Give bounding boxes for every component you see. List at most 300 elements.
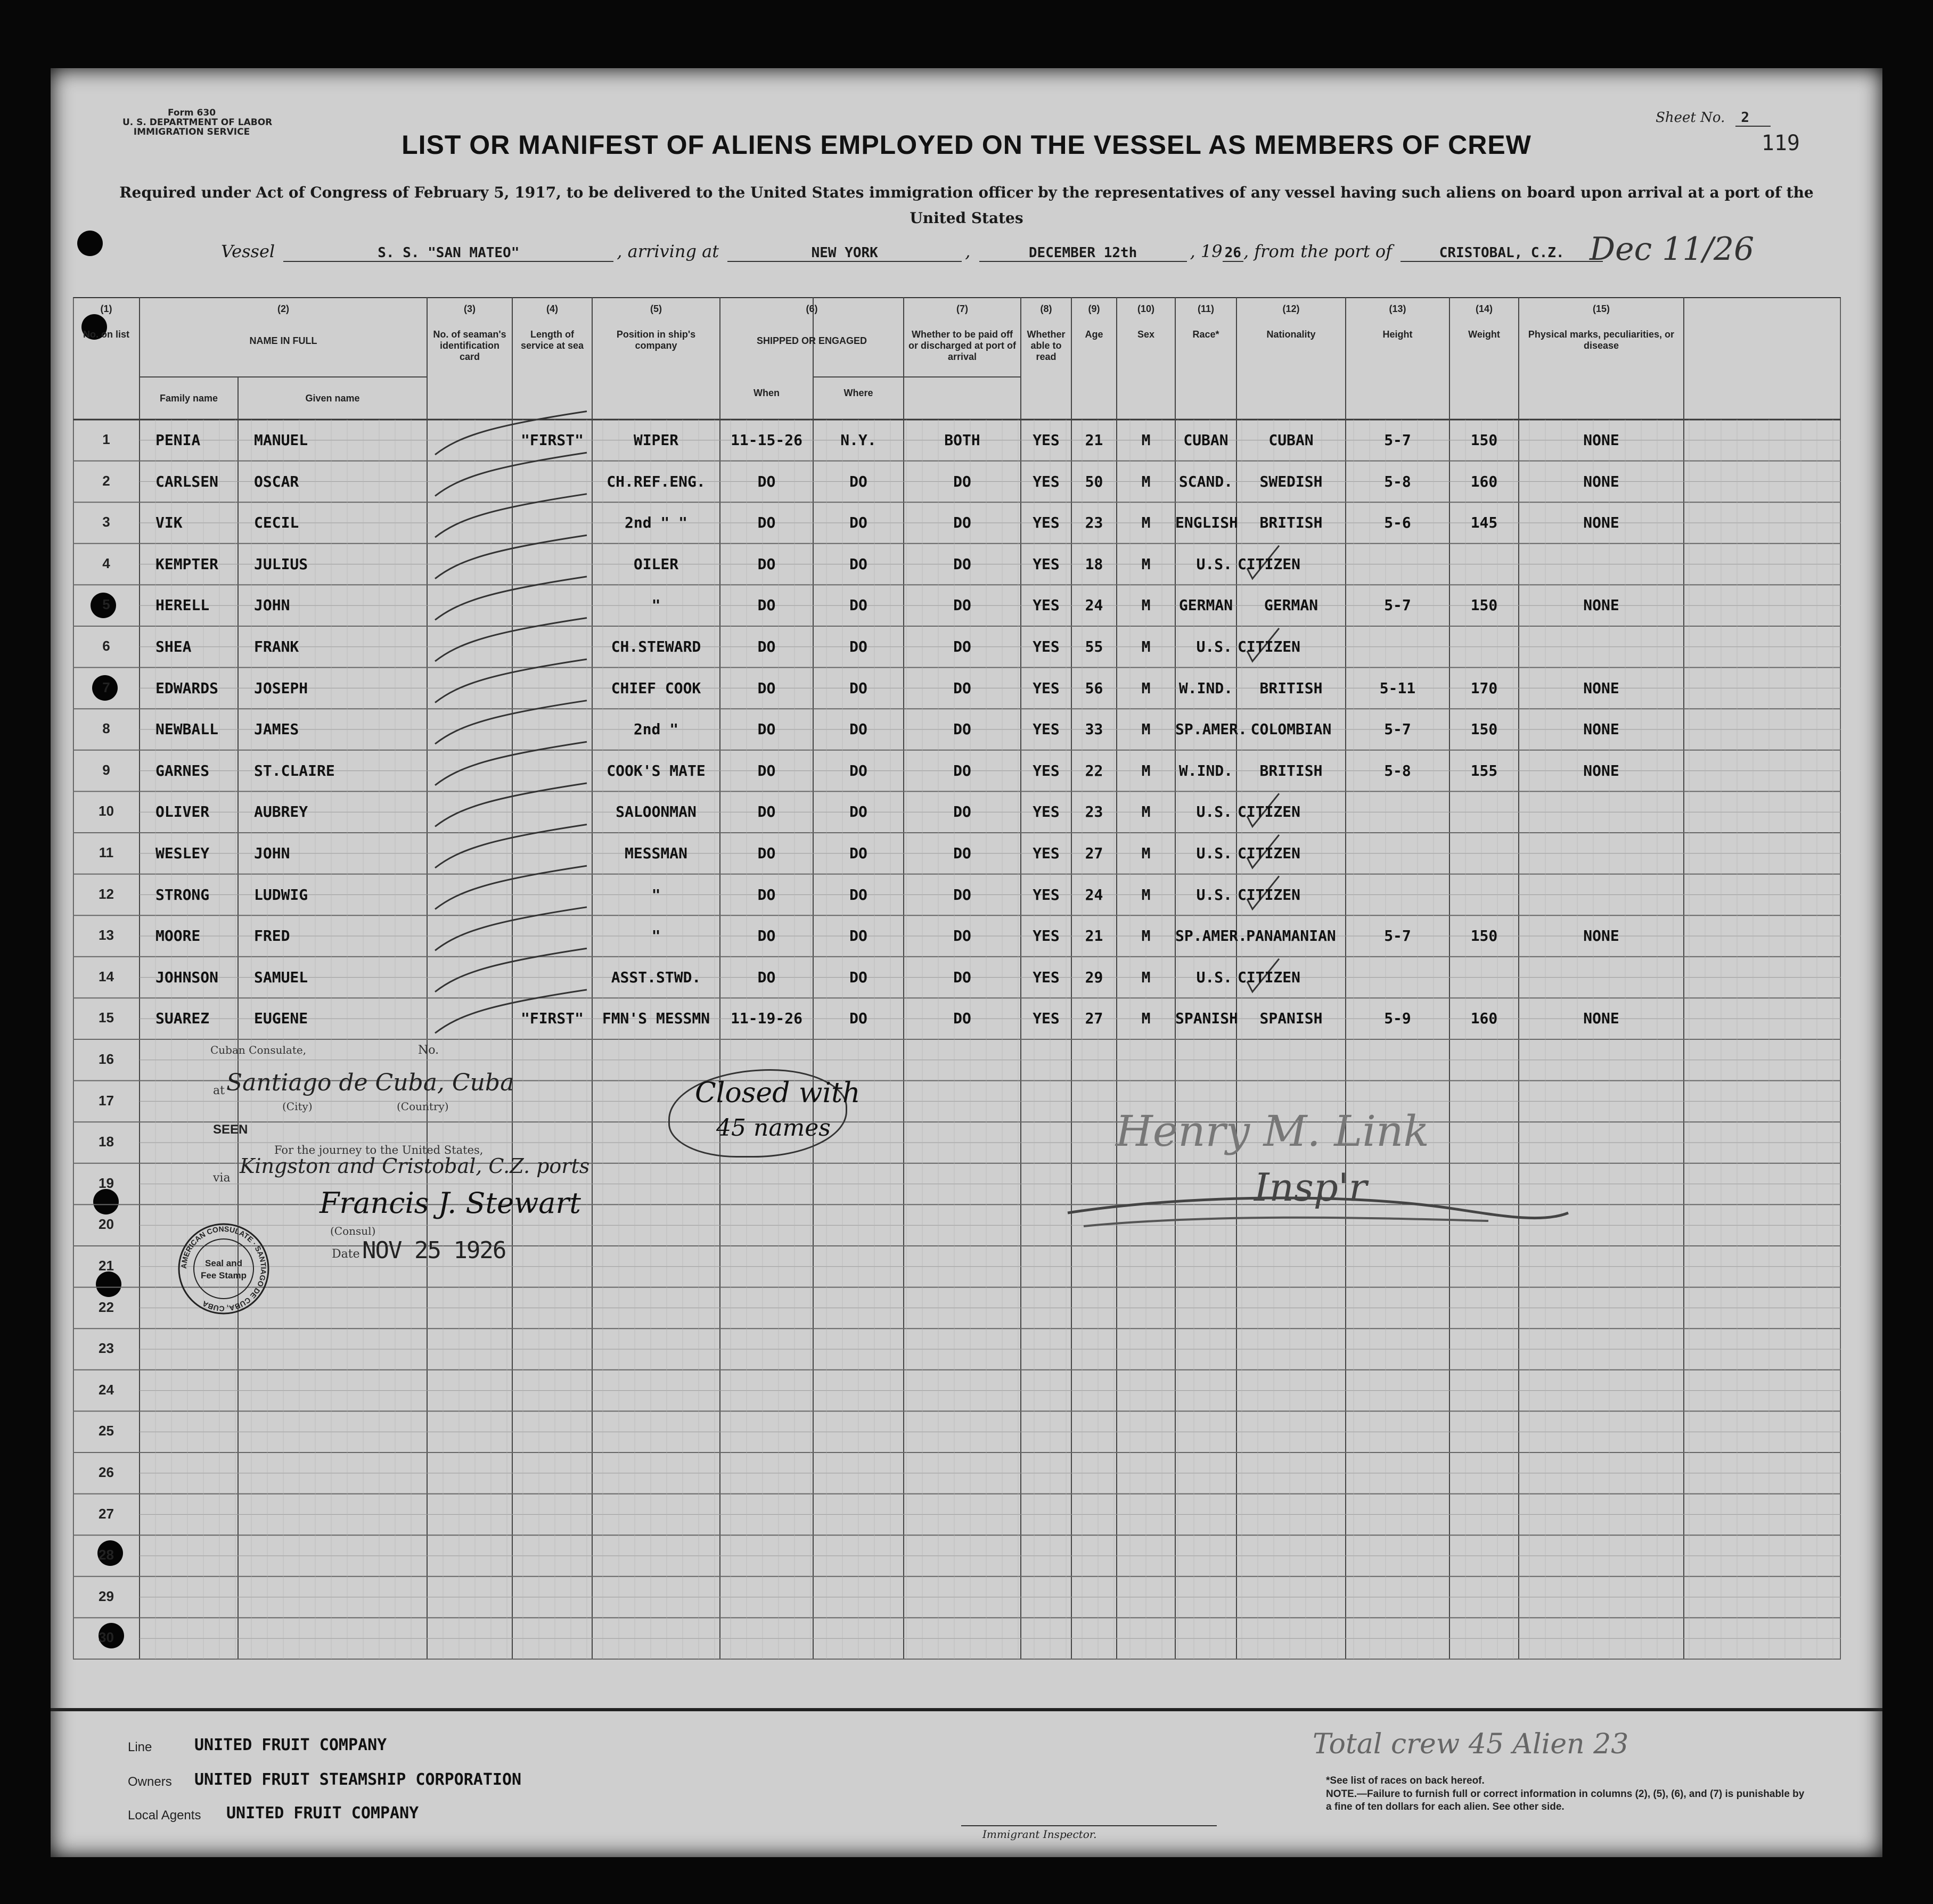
- row-number: 22: [99, 1299, 114, 1315]
- owners-label: Owners: [128, 1775, 172, 1789]
- cell-position: SALOONMAN: [616, 803, 697, 821]
- cell-when: DO: [757, 761, 776, 779]
- cell-sex: M: [1141, 885, 1151, 904]
- row-number: 27: [99, 1505, 114, 1522]
- cell-position: ": [651, 596, 661, 614]
- cell-marks: NONE: [1583, 514, 1619, 532]
- cell-weight: 150: [1470, 431, 1498, 449]
- cell-read: YES: [1033, 1010, 1060, 1028]
- cell-nationality: PANAMANIAN: [1246, 927, 1336, 945]
- sheet-label: Sheet No.: [1656, 110, 1725, 126]
- column-number: (9): [1088, 303, 1100, 314]
- cell-where: DO: [849, 1010, 867, 1028]
- cell-weight: 160: [1470, 1010, 1498, 1028]
- row-number: 11: [99, 844, 114, 860]
- cell-sex: M: [1141, 638, 1151, 655]
- column-header-13: Height: [1382, 329, 1413, 340]
- cell-where: DO: [849, 638, 867, 655]
- cell-age: 50: [1085, 472, 1103, 490]
- cell-where: DO: [849, 803, 867, 821]
- cell-paid: DO: [953, 927, 971, 945]
- cell-nationality: CITIZEN: [1238, 638, 1301, 655]
- inspector-signature-line: [961, 1825, 1217, 1826]
- cell-age: 55: [1085, 638, 1103, 655]
- cell-position: FMN'S MESSMN: [602, 1010, 710, 1028]
- cell-where: DO: [849, 679, 867, 697]
- cell-read: YES: [1033, 431, 1060, 449]
- cell-given: AUBREY: [254, 803, 308, 821]
- cell-sex: M: [1141, 720, 1151, 738]
- row-number: 16: [99, 1051, 114, 1067]
- consul-date-stamp: NOV 25 1926: [362, 1237, 506, 1264]
- cell-given: FRANK: [254, 638, 299, 655]
- manifest-sheet: [51, 68, 1882, 1857]
- cell-race: W.IND.: [1178, 679, 1233, 697]
- row-number: 17: [99, 1092, 114, 1109]
- cell-read: YES: [1033, 596, 1060, 614]
- cell-given: JOSEPH: [254, 679, 308, 697]
- cell-position: 2nd ": [633, 720, 679, 738]
- cell-read: YES: [1033, 844, 1060, 862]
- cell-read: YES: [1033, 761, 1060, 779]
- row-number: 10: [99, 803, 114, 819]
- cell-height: 5-6: [1384, 514, 1411, 532]
- seal-text-2: Fee Stamp: [201, 1270, 247, 1281]
- cell-nationality: SWEDISH: [1259, 472, 1323, 490]
- cell-race: U.S.: [1196, 968, 1232, 986]
- cell-given: EUGENE: [254, 1010, 308, 1028]
- races-note: *See list of races on back hereof.: [1326, 1775, 1485, 1786]
- cell-family: KEMPTER: [155, 555, 219, 573]
- cell-race: W.IND.: [1178, 761, 1233, 779]
- cell-sex: M: [1141, 555, 1151, 573]
- cell-race: U.S.: [1196, 803, 1232, 821]
- cell-where: DO: [849, 927, 867, 945]
- cell-where: DO: [849, 885, 867, 904]
- cell-nationality: BRITISH: [1259, 514, 1323, 532]
- cell-weight: 150: [1470, 927, 1498, 945]
- cell-position: COOK'S MATE: [607, 761, 706, 779]
- cell-given: FRED: [254, 927, 290, 945]
- consulate-no-label: No.: [418, 1044, 439, 1057]
- cell-where: DO: [849, 472, 867, 490]
- cell-given: ST.CLAIRE: [254, 761, 335, 779]
- column-number: (7): [956, 303, 968, 314]
- row-number: 23: [99, 1340, 114, 1357]
- cell-when: DO: [757, 638, 776, 655]
- cell-family: HERELL: [155, 596, 210, 614]
- vessel-line: Vessel S. S. "SAN MATEO" , arriving at NEW YORK , DECEMBER 12th , 19 26 , from the port of CRISTOBAL, C.Z.: [221, 241, 1606, 262]
- cell-marks: NONE: [1583, 472, 1619, 490]
- cell-age: 18: [1085, 555, 1103, 573]
- cell-sex: M: [1141, 679, 1151, 697]
- journey-label: For the journey to the United States,: [274, 1144, 484, 1156]
- cell-paid: DO: [953, 844, 971, 862]
- year-prefix: , 19: [1190, 241, 1223, 261]
- row-number: 26: [99, 1464, 114, 1480]
- cell-paid: DO: [953, 555, 971, 573]
- owners-value: UNITED FRUIT STEAMSHIP CORPORATION: [194, 1770, 522, 1789]
- agents-value: UNITED FRUIT COMPANY: [226, 1804, 419, 1823]
- inspector-initials: Insp'r: [1254, 1165, 1367, 1210]
- from-label: , from the port of: [1243, 241, 1392, 261]
- closed-with: Closed with: [695, 1077, 861, 1109]
- row-number: 30: [99, 1629, 114, 1646]
- cell-paid: DO: [953, 803, 971, 821]
- via-label: via: [213, 1171, 231, 1185]
- row-number: 15: [99, 1010, 114, 1026]
- cell-given: OSCAR: [254, 472, 299, 490]
- cell-given: LUDWIG: [254, 885, 308, 904]
- cell-where: DO: [849, 844, 867, 862]
- cell-read: YES: [1033, 968, 1060, 986]
- inspector-signature: Henry M. Link: [1116, 1106, 1429, 1156]
- cell-paid: DO: [953, 679, 971, 697]
- cell-sex: M: [1141, 472, 1151, 490]
- cell-read: YES: [1033, 679, 1060, 697]
- cell-family: MOORE: [155, 927, 201, 945]
- cell-paid: DO: [953, 761, 971, 779]
- cell-where: DO: [849, 555, 867, 573]
- row-number: 14: [99, 968, 114, 984]
- cell-race: SCAND.: [1178, 472, 1233, 490]
- column-number: (11): [1197, 303, 1215, 314]
- arriving-label: , arriving at: [617, 241, 719, 261]
- column-header-6: SHIPPED OR ENGAGED: [756, 335, 867, 346]
- column-number: (8): [1040, 303, 1052, 314]
- cell-height: 5-8: [1384, 761, 1411, 779]
- cell-sex: M: [1141, 803, 1151, 821]
- cell-position: MESSMAN: [624, 844, 687, 862]
- cell-age: 33: [1085, 720, 1103, 738]
- column-number: (6): [806, 303, 818, 314]
- line-label: Line: [128, 1740, 152, 1754]
- cell-position: ": [651, 927, 661, 945]
- arrival-year: 26: [1223, 245, 1243, 262]
- form-number: Form 630: [167, 108, 216, 118]
- cell-sex: M: [1141, 968, 1151, 986]
- cell-nationality: CUBAN: [1268, 431, 1314, 449]
- cell-marks: NONE: [1583, 431, 1619, 449]
- cell-sex: M: [1141, 596, 1151, 614]
- cell-read: YES: [1033, 514, 1060, 532]
- cell-sex: M: [1141, 514, 1151, 532]
- row-number: 9: [102, 761, 110, 778]
- seal-ring-text: AMERICAN CONSULATE · SANTIAGO DE CUBA, CUBA: [179, 1224, 268, 1314]
- row-number: 1: [102, 431, 110, 447]
- consulate-seal: [176, 1221, 272, 1317]
- cell-age: 23: [1085, 514, 1103, 532]
- row-number: 20: [99, 1216, 114, 1233]
- cell-position: 2nd " ": [624, 514, 687, 532]
- row-number: 2: [102, 472, 110, 489]
- country-label: (Country): [397, 1100, 449, 1113]
- at-label: at: [213, 1084, 225, 1097]
- cell-where: DO: [849, 720, 867, 738]
- cell-weight: 170: [1470, 679, 1498, 697]
- cell-age: 21: [1085, 927, 1103, 945]
- row-number: 29: [99, 1588, 114, 1604]
- cell-family: STRONG: [155, 885, 210, 904]
- cell-marks: NONE: [1583, 761, 1619, 779]
- line-value: UNITED FRUIT COMPANY: [194, 1736, 387, 1754]
- cell-when: DO: [757, 472, 776, 490]
- cell-height: 5-8: [1384, 472, 1411, 490]
- row-number: 3: [102, 514, 110, 530]
- column-header-10: Sex: [1137, 329, 1155, 340]
- column-header-1: No. on list: [83, 329, 129, 340]
- cell-position: WIPER: [633, 431, 679, 449]
- cell-position: OILER: [633, 555, 679, 573]
- cell-marks: NONE: [1583, 596, 1619, 614]
- seen-label: SEEN: [213, 1122, 248, 1137]
- consul-signature: Francis J. Stewart: [320, 1186, 581, 1220]
- cell-given: JAMES: [254, 720, 299, 738]
- cell-family: EDWARDS: [155, 679, 219, 697]
- handwritten-date: Dec 11/26: [1590, 231, 1755, 268]
- cell-read: YES: [1033, 638, 1060, 655]
- sheet-value: 2: [1735, 110, 1771, 127]
- cell-sex: M: [1141, 761, 1151, 779]
- column-number: (12): [1282, 303, 1300, 314]
- cell-read: YES: [1033, 720, 1060, 738]
- city-label: (City): [282, 1100, 313, 1113]
- cell-marks: NONE: [1583, 1010, 1619, 1028]
- column-number: (13): [1389, 303, 1406, 314]
- sheet-number: [1656, 110, 1771, 126]
- column-header-11: Race*: [1192, 329, 1219, 340]
- service-label: IMMIGRATION SERVICE: [133, 127, 250, 137]
- cell-family: OLIVER: [155, 803, 210, 821]
- cell-race: U.S.: [1196, 638, 1232, 655]
- cell-nationality: BRITISH: [1259, 679, 1323, 697]
- cell-age: 24: [1085, 885, 1103, 904]
- cell-nationality: COLOMBIAN: [1250, 720, 1332, 738]
- cell-age: 27: [1085, 844, 1103, 862]
- cell-age: 56: [1085, 679, 1103, 697]
- page-title: LIST OR MANIFEST OF ALIENS EMPLOYED ON THE VESSEL AS MEMBERS OF CREW: [402, 130, 1531, 160]
- cell-marks: NONE: [1583, 927, 1619, 945]
- cell-read: YES: [1033, 472, 1060, 490]
- row-number: 13: [99, 927, 114, 943]
- cell-weight: 155: [1470, 761, 1498, 779]
- cell-given: SAMUEL: [254, 968, 308, 986]
- cell-where: N.Y.: [840, 431, 877, 449]
- cell-service: "FIRST": [520, 431, 584, 449]
- cell-weight: 150: [1470, 720, 1498, 738]
- cell-height: 5-7: [1384, 927, 1411, 945]
- row-number: 19: [99, 1175, 114, 1191]
- column-number: (3): [464, 303, 476, 314]
- subheader-where: Where: [843, 388, 873, 398]
- column-header-2: NAME IN FULL: [249, 335, 317, 346]
- cell-weight: 150: [1470, 596, 1498, 614]
- cell-read: YES: [1033, 803, 1060, 821]
- column-number: (4): [546, 303, 558, 314]
- svg-text:AMERICAN CONSULATE · SANTIAGO: [179, 1225, 268, 1313]
- cell-paid: DO: [953, 596, 971, 614]
- vessel-name: S. S. "SAN MATEO": [283, 245, 613, 262]
- via-route: Kingston and Cristobal, C.Z. ports: [240, 1154, 590, 1178]
- cell-position: CH.REF.ENG.: [607, 472, 706, 490]
- row-number: 5: [102, 596, 110, 613]
- penalty-note: NOTE.—Failure to furnish full or correct information in columns (2), (5), (6), and (7) is punishable by a fine of ten dollars for each alien. See other side.: [1326, 1788, 1805, 1812]
- column-header-14: Weight: [1468, 329, 1500, 340]
- column-number: (15): [1592, 303, 1610, 314]
- cell-height: 5-9: [1384, 1010, 1411, 1028]
- cell-paid: DO: [953, 514, 971, 532]
- column-header-4: Length of service at sea: [520, 329, 584, 351]
- cell-family: NEWBALL: [155, 720, 219, 738]
- column-header-12: Nationality: [1266, 329, 1316, 340]
- cell-given: CECIL: [254, 514, 299, 532]
- row-number: 24: [99, 1381, 114, 1398]
- cell-read: YES: [1033, 927, 1060, 945]
- cell-position: ": [651, 885, 661, 904]
- subheader-when: When: [753, 388, 780, 398]
- row-number: 6: [102, 638, 110, 654]
- cell-sex: M: [1141, 1010, 1151, 1028]
- cell-nationality: SPANISH: [1259, 1010, 1323, 1028]
- cell-race: U.S.: [1196, 844, 1232, 862]
- cell-read: YES: [1033, 555, 1060, 573]
- column-number: (14): [1475, 303, 1493, 314]
- subheader-family-name: Family name: [159, 393, 218, 404]
- cell-paid: DO: [953, 885, 971, 904]
- cell-family: PENIA: [155, 431, 201, 449]
- consulate-label: Cuban Consulate,: [210, 1044, 307, 1056]
- seal-text-1: Seal and: [205, 1258, 242, 1268]
- cell-age: 29: [1085, 968, 1103, 986]
- punch-hole: [77, 231, 103, 256]
- cell-weight: 160: [1470, 472, 1498, 490]
- cell-race: SP.AMER.: [1175, 720, 1247, 738]
- page-number: 119: [1761, 131, 1800, 155]
- manifest-table: [73, 297, 1841, 1716]
- names-count: 45 names: [716, 1114, 831, 1142]
- cell-family: CARLSEN: [155, 472, 219, 490]
- departure-port: CRISTOBAL, C.Z.: [1400, 245, 1603, 262]
- cell-weight: 145: [1470, 514, 1498, 532]
- cell-age: 23: [1085, 803, 1103, 821]
- cell-race: SP.AMER.: [1175, 927, 1247, 945]
- cell-paid: DO: [953, 472, 971, 490]
- column-header-9: Age: [1085, 329, 1103, 340]
- cell-when: DO: [757, 968, 776, 986]
- subheader-given-name: Given name: [305, 393, 360, 404]
- cell-paid: DO: [953, 1010, 971, 1028]
- cell-when: 11-19-26: [731, 1010, 802, 1028]
- cell-family: SHEA: [155, 638, 192, 655]
- department-label: U. S. DEPARTMENT OF LABOR: [122, 117, 273, 128]
- cell-nationality: CITIZEN: [1238, 968, 1301, 986]
- cell-service: "FIRST": [520, 1010, 584, 1028]
- cell-where: DO: [849, 761, 867, 779]
- cell-family: GARNES: [155, 761, 210, 779]
- cell-position: CH.STEWARD: [611, 638, 701, 655]
- cell-when: DO: [757, 720, 776, 738]
- cell-when: DO: [757, 596, 776, 614]
- column-header-15: Physical marks, peculiarities, or disease: [1528, 329, 1675, 351]
- subtitle: Required under Act of Congress of February 5, 1917, to be delivered to the United States immigration officer by the representatives of any vessel having such aliens on board upon arrival at a port of the United States: [119, 184, 1814, 227]
- cell-when: DO: [757, 514, 776, 532]
- cell-family: JOHNSON: [155, 968, 219, 986]
- cell-where: DO: [849, 968, 867, 986]
- date-label: Date: [332, 1248, 360, 1261]
- row-number: 7: [102, 679, 110, 695]
- cell-marks: NONE: [1583, 679, 1619, 697]
- cell-where: DO: [849, 514, 867, 532]
- cell-family: SUAREZ: [155, 1010, 210, 1028]
- cell-position: CHIEF COOK: [611, 679, 701, 697]
- row-number: 4: [102, 555, 110, 571]
- column-header-5: Position in ship's company: [616, 329, 696, 351]
- cell-nationality: GERMAN: [1264, 596, 1318, 614]
- cell-sex: M: [1141, 927, 1151, 945]
- consulate-city-country: Santiago de Cuba, Cuba: [226, 1069, 514, 1096]
- cell-when: DO: [757, 555, 776, 573]
- row-number: 25: [99, 1423, 114, 1439]
- column-number: (1): [100, 303, 112, 314]
- column-header-8: Whether able to read: [1027, 329, 1066, 362]
- cell-family: WESLEY: [155, 844, 210, 862]
- column-number: (5): [650, 303, 662, 314]
- row-number: 8: [102, 720, 110, 737]
- cell-when: 11-15-26: [731, 431, 802, 449]
- cell-race: GERMAN: [1178, 596, 1233, 614]
- arrival-port: NEW YORK: [727, 245, 962, 262]
- cell-race: CUBAN: [1183, 431, 1228, 449]
- cell-nationality: CITIZEN: [1238, 844, 1301, 862]
- inspector-label: Immigrant Inspector.: [982, 1828, 1097, 1841]
- cell-when: DO: [757, 844, 776, 862]
- cell-when: DO: [757, 803, 776, 821]
- cell-nationality: CITIZEN: [1238, 803, 1301, 821]
- cell-where: DO: [849, 596, 867, 614]
- cell-age: 27: [1085, 1010, 1103, 1028]
- cell-nationality: BRITISH: [1259, 761, 1323, 779]
- row-number: 18: [99, 1134, 114, 1150]
- cell-marks: NONE: [1583, 720, 1619, 738]
- cell-race: ENGLISH: [1175, 514, 1239, 532]
- cell-given: MANUEL: [254, 431, 308, 449]
- cell-race: U.S.: [1196, 885, 1232, 904]
- signature-flourish: [1062, 1176, 1574, 1240]
- cell-race: U.S.: [1196, 555, 1232, 573]
- row-number: 21: [99, 1258, 114, 1274]
- cell-given: JULIUS: [254, 555, 308, 573]
- cell-height: 5-7: [1384, 431, 1411, 449]
- cell-sex: M: [1141, 431, 1151, 449]
- vessel-label: Vessel: [221, 241, 275, 261]
- cell-family: VIK: [155, 514, 183, 532]
- cell-race: SPANISH: [1175, 1010, 1239, 1028]
- arrival-date: DECEMBER 12th: [979, 245, 1187, 262]
- row-number: 28: [99, 1547, 114, 1563]
- agents-label: Local Agents: [128, 1808, 201, 1823]
- cell-age: 21: [1085, 431, 1103, 449]
- cell-age: 22: [1085, 761, 1103, 779]
- cell-position: ASST.STWD.: [611, 968, 701, 986]
- cell-height: 5-7: [1384, 596, 1411, 614]
- column-header-3: No. of seaman's identification card: [433, 329, 506, 362]
- column-number: (10): [1137, 303, 1154, 314]
- cell-when: DO: [757, 679, 776, 697]
- cell-paid: BOTH: [944, 431, 980, 449]
- total-crew: Total crew 45 Alien 23: [1313, 1728, 1629, 1760]
- column-header-7: Whether to be paid off or discharged at port of arrival: [908, 329, 1017, 362]
- cell-given: JOHN: [254, 844, 290, 862]
